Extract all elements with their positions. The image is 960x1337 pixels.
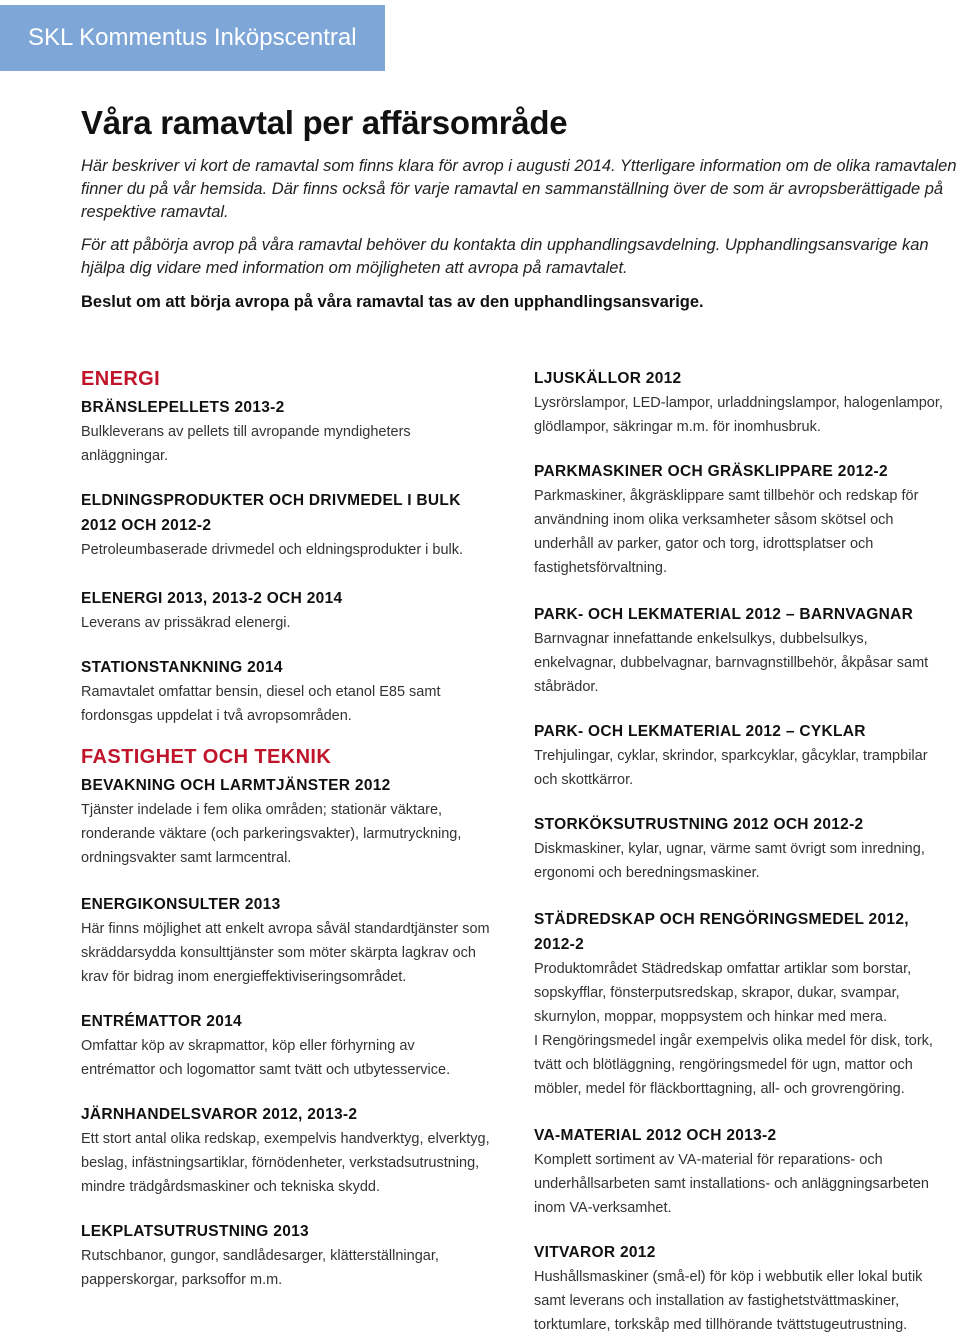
agreement-title: PARK- OCH LEKMATERIAL 2012 – CYKLAR bbox=[534, 723, 866, 740]
agreement-description: Trehjulingar, cyklar, skrindor, sparkcyklar, gåcyklar, trampbilar och skottkärror. bbox=[534, 748, 928, 788]
agreement-entry bbox=[534, 907, 949, 1101]
agreement-title: LJUSKÄLLOR 2012 bbox=[534, 370, 682, 387]
agreement-title: ENERGIKONSULTER 2013 bbox=[81, 896, 281, 913]
agreement-entry bbox=[81, 1009, 491, 1082]
agreement-title: LEKPLATSUTRUSTNING 2013 bbox=[81, 1223, 309, 1240]
agreement-description: Barnvagnar innefattande enkelsulkys, dubbelsulkys, enkelvagnar, dubbelvagnar, barnvagnstillbehör, åkpåsar samt ståbrädor. bbox=[534, 631, 929, 695]
agreement-entry bbox=[534, 366, 949, 439]
agreement-entry bbox=[81, 586, 491, 635]
agreement-description: Rutschbanor, gungor, sandlådesarger, klätterställningar, papperskorgar, parksoffor m.m. bbox=[81, 1248, 439, 1288]
agreement-entry bbox=[81, 892, 491, 989]
agreement-description: Produktområdet Städredskap omfattar artiklar som borstar, sopskyfflar, fönsterputsredskap, skrapor, dukar, svampar, skurnylon, moppar, moppsystem och hinkar med mera. bbox=[534, 961, 912, 1025]
agreement-title: VITVAROR 2012 bbox=[534, 1244, 656, 1261]
agreement-description: Lysrörslampor, LED-lampor, urladdningslampor, halogenlampor, glödlampor, säkringar m.m. för inomhusbruk. bbox=[534, 395, 943, 435]
agreement-description: Diskmaskiner, kylar, ugnar, värme samt övrigt som inredning, ergonomi och beredningsmaskiner. bbox=[534, 841, 925, 881]
agreement-description: Omfattar köp av skrapmattor, köp eller förhyrning av entrémattor och logomattor samt tvätt och utbytesservice. bbox=[81, 1038, 451, 1078]
agreement-description: Parkmaskiner, åkgräsklippare samt tillbehör och redskap för användning inom olika verksamheter såsom skötsel och underhåll av parker, gator och torg, idrottsplatser och fastighetsförvaltning. bbox=[534, 488, 919, 576]
agreement-title: VA-MATERIAL 2012 OCH 2013-2 bbox=[534, 1127, 777, 1144]
agreement-description: Leverans av prissäkrad elenergi. bbox=[81, 615, 291, 631]
intro-paragraph-3: Beslut om att börja avropa på våra ramavtal tas av den upphandlingsansvarige. bbox=[81, 293, 704, 311]
agreement-description: Bulkleverans av pellets till avropande myndigheters anläggningar. bbox=[81, 424, 411, 464]
agreement-description: Komplett sortiment av VA-material för reparations- och underhållsarbeten samt installations- och anläggningsarbeten inom VA-verksamhet. bbox=[534, 1152, 929, 1216]
agreement-entry bbox=[534, 812, 949, 885]
category-title-fastighet: FASTIGHET OCH TEKNIK bbox=[81, 746, 332, 768]
left-column bbox=[81, 366, 491, 1292]
agreement-title: PARK- OCH LEKMATERIAL 2012 – BARNVAGNAR bbox=[534, 606, 914, 623]
agreement-description: Ett stort antal olika redskap, exempelvis handverktyg, elverktyg, beslag, infästningsartiklar, förnödenheter, verkstadsutrustning, mindre trädgårdsmaskiner och tekniska skydd. bbox=[81, 1131, 490, 1195]
header-banner bbox=[0, 5, 385, 71]
agreement-entry bbox=[534, 1123, 949, 1220]
agreement-title: STÄDREDSKAP OCH RENGÖRINGSMEDEL 2012, 2012-2 bbox=[534, 911, 909, 953]
agreement-title: STATIONSTANKNING 2014 bbox=[81, 659, 283, 676]
agreement-title: STORKÖKSUTRUSTNING 2012 OCH 2012-2 bbox=[534, 816, 864, 833]
page-title: Våra ramavtal per affärsområde bbox=[81, 104, 568, 141]
intro-paragraph-1: Här beskriver vi kort de ramavtal som finns klara för avrop i augusti 2014. Ytterligare information om de olika ramavtalen finner du på vår hemsida. Där finns också för varje ramavtal en sammanställning över de som är avropsberättigade på respektive ramavtal. bbox=[81, 157, 957, 221]
agreement-title: ELENERGI 2013, 2013-2 OCH 2014 bbox=[81, 590, 343, 607]
agreement-entry bbox=[81, 395, 491, 468]
agreement-title: ENTRÉMATTOR 2014 bbox=[81, 1013, 242, 1030]
agreement-entry bbox=[81, 1219, 491, 1292]
agreement-description-continued: I Rengöringsmedel ingår exempelvis olika medel för disk, tork, tvätt och blötläggning, rengöringsmedel för ugn, mattor och möbler, medel för fläckborttagning, all- och grovrengöring. bbox=[534, 1033, 933, 1097]
category-title-energi: ENERGI bbox=[81, 368, 161, 390]
agreement-description: Petroleumbaserade drivmedel och eldningsprodukter i bulk. bbox=[81, 542, 464, 558]
agreement-description: Tjänster indelade i fem olika områden; stationär väktare, ronderande väktare (och parkeringsvakter), larmutryckning, ordningsvakter samt larmcentral. bbox=[81, 802, 462, 866]
agreement-entry bbox=[534, 459, 949, 580]
agreement-entry bbox=[81, 655, 491, 728]
agreement-description: Här finns möjlighet att enkelt avropa såväl standardtjänster som skräddarsydda konsulttjänster som möter skärpta lagkrav och krav för bidrag inom energieffektiviseringsområdet. bbox=[81, 921, 490, 985]
agreement-description: Hushållsmaskiner (små-el) för köp i webbutik eller lokal butik samt leverans och installation av fastighetstvättmaskiner, torktumlare, torkskåp med tillhörande tvättstugeutrustning. bbox=[534, 1269, 923, 1333]
agreement-title: ELDNINGSPRODUKTER OCH DRIVMEDEL I BULK 2012 OCH 2012-2 bbox=[81, 492, 461, 534]
agreement-entry bbox=[81, 773, 491, 870]
agreement-title: BRÄNSLEPELLETS 2013-2 bbox=[81, 399, 285, 416]
agreement-entry bbox=[81, 488, 491, 562]
agreement-description: Ramavtalet omfattar bensin, diesel och etanol E85 samt fordonsgas uppdelat i två avropsområden. bbox=[81, 684, 441, 724]
agreement-title: PARKMASKINER OCH GRÄSKLIPPARE 2012-2 bbox=[534, 463, 888, 480]
right-column bbox=[534, 366, 949, 1337]
agreement-entry bbox=[534, 1240, 949, 1337]
agreement-title: JÄRNHANDELSVAROR 2012, 2013-2 bbox=[81, 1106, 358, 1123]
agreement-title: BEVAKNING OCH LARMTJÄNSTER 2012 bbox=[81, 777, 391, 794]
agreement-entry bbox=[534, 719, 949, 792]
intro-paragraph-2: För att påbörja avrop på våra ramavtal behöver du kontakta din upphandlingsavdelning. Upphandlingsansvarige kan hjälpa dig vidare med information om möjligheten att avropa på ramavtalet. bbox=[81, 236, 929, 277]
header-label: SKL Kommentus Inköpscentral bbox=[28, 24, 357, 51]
agreement-entry bbox=[534, 602, 949, 699]
agreement-entry bbox=[81, 1102, 491, 1199]
